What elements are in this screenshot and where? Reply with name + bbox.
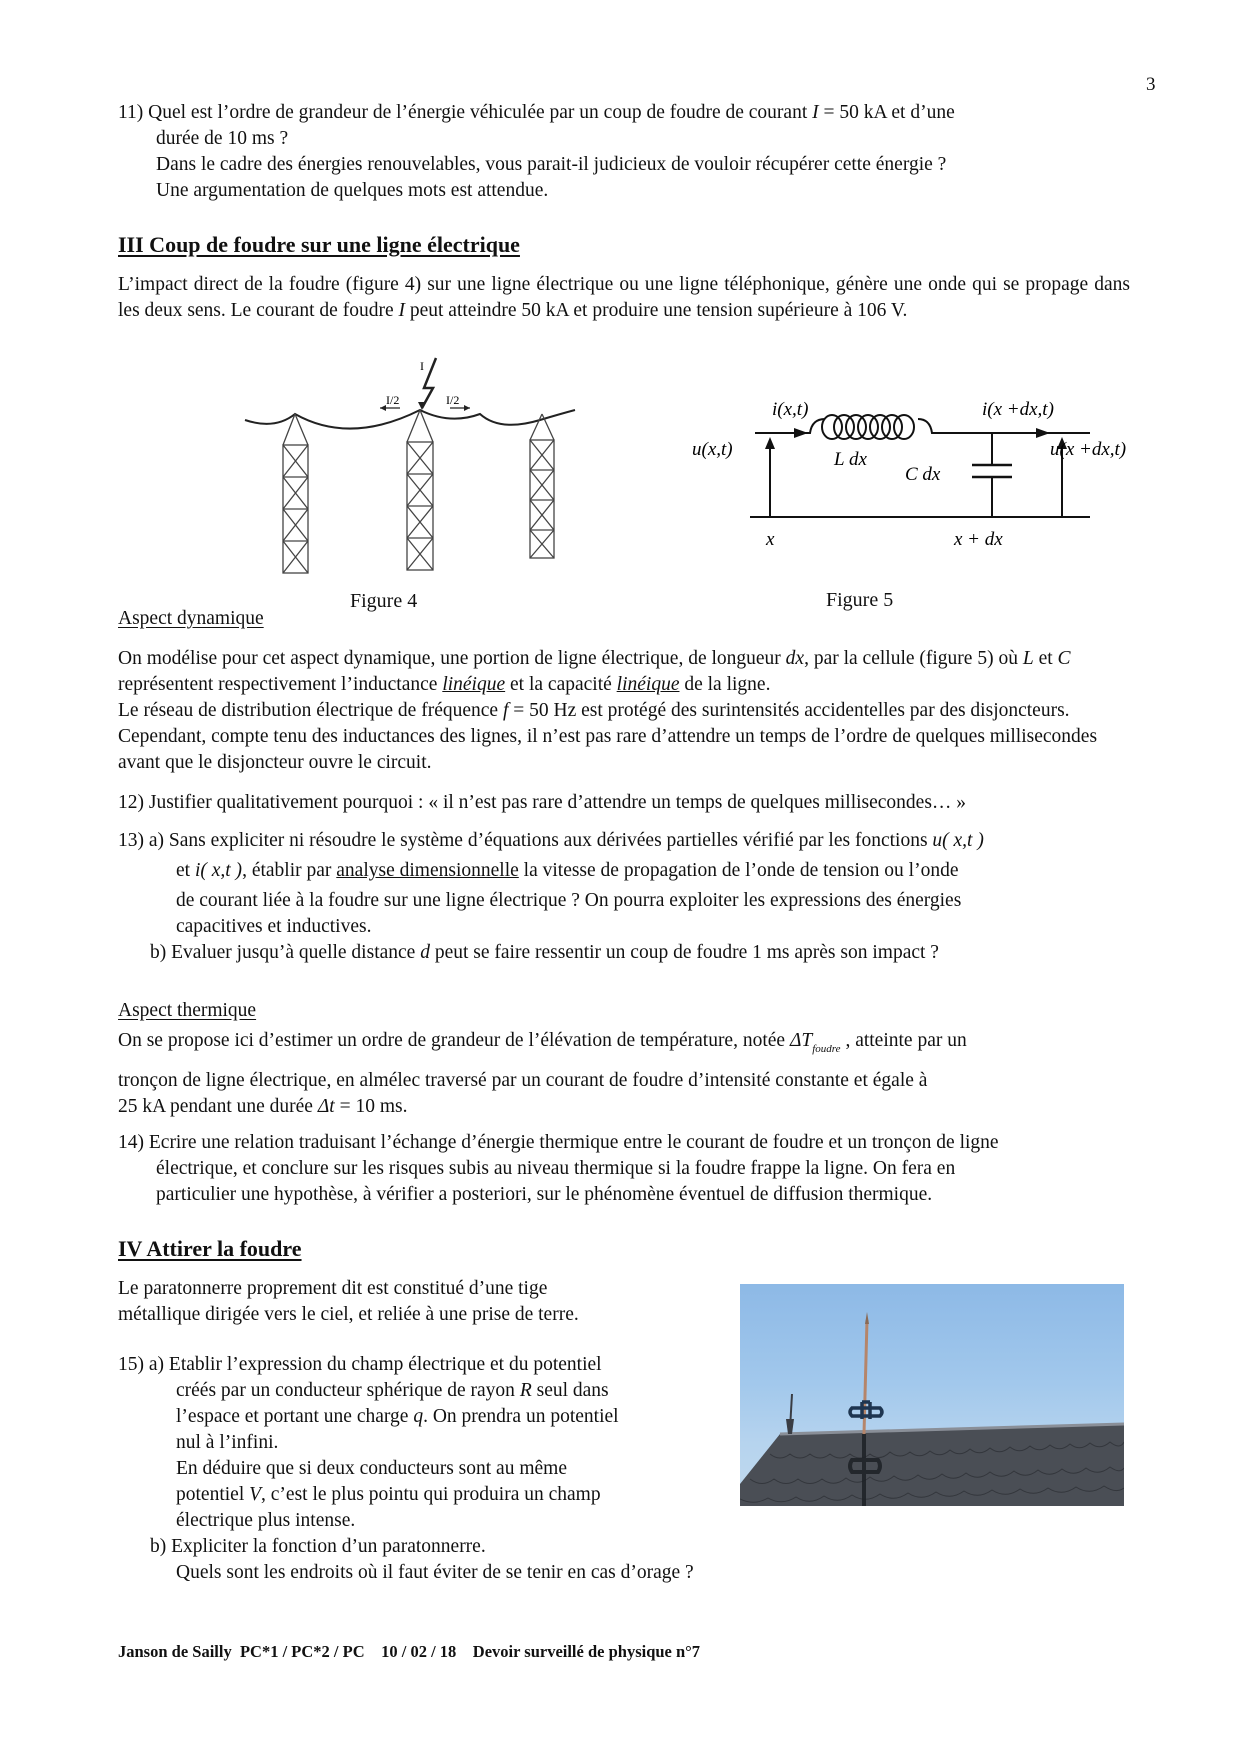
var-u: u( x,t ) [932, 830, 984, 851]
label-u-out: u(x +dx,t) [1050, 439, 1127, 460]
text: tronçon de ligne électrique, en almélec traversé par un courant de foudre d’intensité constante et égale à [118, 1070, 928, 1091]
arrow-right-icon [1036, 428, 1050, 438]
label-x: x [766, 529, 775, 550]
text: Le réseau de distribution électrique de fréquence [118, 700, 503, 721]
text: seul dans [531, 1380, 609, 1401]
var-R: R [519, 1380, 532, 1401]
figure-4-pylons [240, 350, 580, 580]
var-C: C [1057, 648, 1071, 669]
text: Le paratonnerre proprement dit est constitué d’une tige [118, 1278, 548, 1299]
q11-text: = 50 kA et d’une [818, 102, 955, 123]
text: électrique, et conclure sur les risques subis au niveau thermique si la foudre frappe la ligne. On fera en [156, 1158, 956, 1179]
var-f: f [502, 700, 509, 721]
subscript-foudre: foudre [812, 1043, 841, 1055]
lightning-bolt-icon [422, 358, 436, 408]
var-d: d [420, 942, 430, 963]
question-11 [118, 100, 1138, 204]
emphasis-analyse: analyse dimensionnelle [336, 860, 519, 881]
section-4-intro [118, 1276, 718, 1328]
text: électrique plus intense. [176, 1510, 356, 1531]
emphasis-lineique: linéique [616, 674, 680, 695]
q11-line4: Une argumentation de quelques mots est attendue. [156, 180, 549, 201]
capacitor-icon [972, 465, 1012, 477]
lightning-rod-photo [740, 1284, 1124, 1506]
arrow-up-icon [765, 437, 775, 449]
question-number: 11) [118, 102, 144, 123]
label-left-half: I/2 [386, 393, 400, 407]
text: métallique dirigée vers le ciel, et reliée à une prise de terre. [118, 1304, 579, 1325]
label-capacitor: C dx [905, 464, 941, 485]
text: nul à l’infini. [176, 1432, 279, 1453]
footer-title: Devoir surveillé de physique n°7 [472, 1642, 701, 1661]
subquestion-label: a) [148, 830, 165, 851]
text: Expliciter la fonction d’un paratonnerre. [171, 1536, 486, 1557]
footer [118, 1642, 700, 1662]
text: de la ligne. [679, 674, 771, 695]
text: En déduire que si deux conducteurs sont au même [176, 1458, 567, 1479]
emphasis-lineique: linéique [442, 674, 506, 695]
text: , établir par [242, 860, 337, 881]
question-number: 13) [118, 830, 144, 851]
var-I: I [398, 300, 405, 321]
text: potentiel [176, 1484, 250, 1505]
page-number: 3 [1146, 74, 1156, 95]
q11-text: Quel est l’ordre de grandeur de l’énergie véhiculée par un coup de foudre de courant [148, 102, 813, 123]
label-i-out: i(x +dx,t) [982, 399, 1054, 420]
text: créés par un conducteur sphérique de rayon [176, 1380, 520, 1401]
label-x-dx: x + dx [954, 529, 1003, 550]
text: Evaluer jusqu’à quelle distance [171, 942, 421, 963]
footer-date: 10 / 02 / 18 [381, 1642, 457, 1661]
arrow-right-icon [794, 428, 808, 438]
label-current: I [420, 359, 424, 373]
lightning-rod-icon [740, 1284, 1124, 1506]
footer-classes: PC*1 / PC*2 / PC [239, 1642, 365, 1661]
figure-5-circuit [690, 395, 1150, 555]
text: , atteinte par un [840, 1030, 967, 1051]
text: et la capacité [505, 674, 617, 695]
section-4-title: IV Attirer la foudre [118, 1236, 302, 1261]
subquestion-label: a) [148, 1354, 165, 1375]
text: On se propose ici d’estimer un ordre de grandeur de l’élévation de température, notée [118, 1030, 790, 1051]
text: . On prendra un potentiel [423, 1406, 619, 1427]
text: capacitives et inductives. [176, 916, 372, 937]
label-i-in: i(x,t) [772, 399, 809, 420]
text: Sans expliciter ni résoudre le système d’équations aux dérivées partielles vérifié par les fonctions [168, 830, 933, 851]
aspect-dynamique-text [118, 646, 1143, 776]
var-L: L [1022, 648, 1034, 669]
question-13 [118, 828, 1148, 966]
aspect-thermique-title: Aspect thermique [118, 1000, 257, 1021]
intro-text: peut atteindre 50 kA et produire une tension supérieure à 106 V. [404, 300, 908, 321]
footer-school: Janson de Sailly [118, 1642, 232, 1661]
subquestion-label: b) [150, 942, 167, 963]
inductor-icon [822, 415, 914, 439]
figure-5-caption: Figure 5 [826, 589, 894, 611]
intro-text: L’impact direct de la foudre (figure 4) sur une ligne électrique ou une ligne téléphonique, génère une onde qui se propage dans les deux sens. Le courant de foudre [118, 274, 1130, 321]
label-right-half: I/2 [446, 393, 460, 407]
label-u-in: u(x,t) [692, 439, 733, 460]
figure-4-caption: Figure 4 [350, 590, 418, 612]
text: la vitesse de propagation de l’onde de tension ou l’onde [518, 860, 959, 881]
text: représentent respectivement l’inductance [118, 674, 443, 695]
question-15 [118, 1352, 738, 1586]
text: = 10 ms. [334, 1096, 408, 1117]
text: 25 kA pendant une durée [118, 1096, 318, 1117]
question-14 [118, 1130, 1158, 1208]
question-number: 12) [118, 792, 144, 813]
q11-line2: durée de 10 ms ? [156, 128, 289, 149]
question-12 [118, 790, 1148, 816]
var-I: I [812, 102, 819, 123]
var-dx: dx [785, 648, 805, 669]
text: de courant liée à la foudre sur une ligne électrique ? On pourra exploiter les expressions des énergies [176, 890, 962, 911]
text: Ecrire une relation traduisant l’échange d’énergie thermique entre le courant de foudre et un tronçon de ligne [148, 1132, 999, 1153]
question-number: 14) [118, 1132, 144, 1153]
aspect-dynamique-title: Aspect dynamique [118, 608, 264, 629]
text: = 50 Hz est protégé des surintensités accidentelles par des disjoncteurs. Cependant, compte tenu des inductances des lignes, il n’est pas rare d’attendre un temps de l’ordre de quelques millisecondes avant que le disjoncteur ouvre le circuit. [118, 700, 1098, 773]
text: l’espace et portant une charge [176, 1406, 414, 1427]
var-delta-t: Δt [317, 1096, 335, 1117]
var-delta-T: ΔT [789, 1030, 813, 1051]
text: , c’est le plus pointu qui produira un champ [261, 1484, 601, 1505]
label-inductor: L dx [834, 449, 867, 470]
section-3-title: III Coup de foudre sur une ligne électrique [118, 232, 520, 257]
var-i: i( x,t ) [194, 860, 243, 881]
aspect-thermique-text [118, 1028, 1148, 1120]
text: Etablir l’expression du champ électrique et du potentiel [168, 1354, 602, 1375]
subquestion-label: b) [150, 1536, 167, 1557]
text: , par la cellule (figure 5) où [804, 648, 1023, 669]
text: Quels sont les endroits où il faut éviter de se tenir en cas d’orage ? [176, 1562, 694, 1583]
q11-line3: Dans le cadre des énergies renouvelables, vous parait-il judicieux de vouloir récupérer cette énergie ? [156, 154, 947, 175]
text: particulier une hypothèse, à vérifier a posteriori, sur le phénomène éventuel de diffusion thermique. [156, 1184, 933, 1205]
text: On modélise pour cet aspect dynamique, une portion de ligne électrique, de longueur [118, 648, 786, 669]
text: et [176, 860, 195, 881]
var-q: q [413, 1406, 424, 1427]
var-V: V [249, 1484, 262, 1505]
q12-text: Justifier qualitativement pourquoi : « il n’est pas rare d’attendre un temps de quelques millisecondes… » [148, 792, 967, 813]
section-3-intro [118, 272, 1130, 324]
text: peut se faire ressentir un coup de foudre 1 ms après son impact ? [429, 942, 939, 963]
question-number: 15) [118, 1354, 144, 1375]
text: et [1033, 648, 1058, 669]
